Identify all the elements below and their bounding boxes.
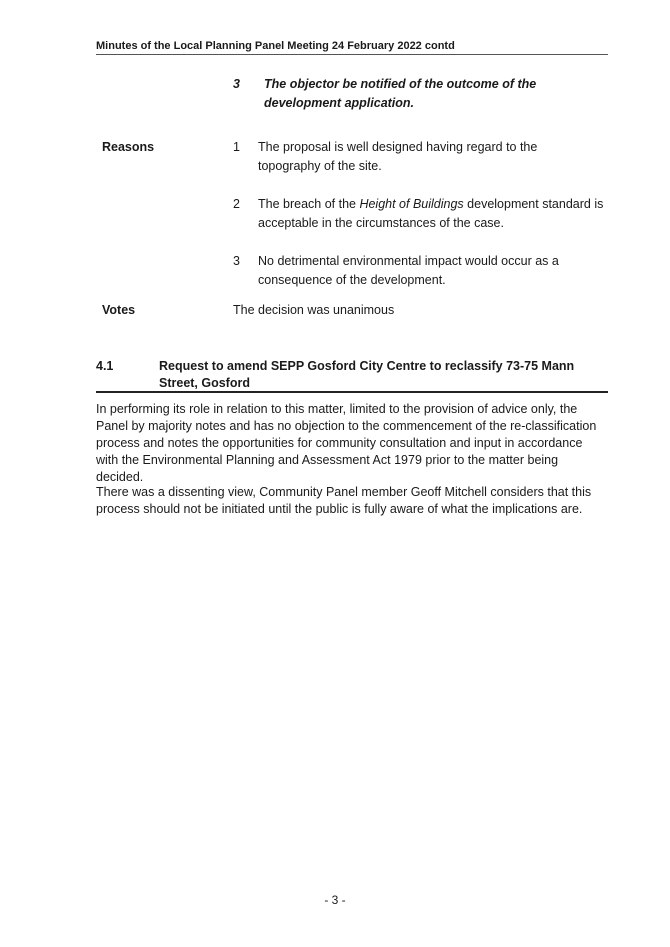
resolution-item-text: The objector be notified of the outcome of the development application. <box>264 77 537 110</box>
reason-text: The proposal is well designed having regard to the topography of the site. <box>258 140 538 173</box>
section-number: 4.1 <box>96 359 114 373</box>
reason-number: 2 <box>233 197 240 211</box>
reason-text-before: The breach of the <box>258 197 360 211</box>
page-header: Minutes of the Local Planning Panel Meeting 24 February 2022 contd <box>96 40 608 55</box>
section-divider <box>96 391 608 393</box>
reason-number: 3 <box>233 254 240 268</box>
body-paragraph: There was a dissenting view, Community Panel member Geoff Mitchell considers that this process should not be initiated until the public is fully aware of what the implications are. <box>96 485 592 516</box>
reason-text: No detrimental environmental impact would occur as a consequence of the development. <box>258 254 559 287</box>
reason-text <box>258 195 608 233</box>
reasons-label: Reasons <box>102 140 155 154</box>
resolution-item-number: 3 <box>233 77 240 91</box>
body-paragraph: In performing its role in relation to this matter, limited to the provision of advice only, the Panel by majority notes and has no objection to the commencement of the re-classification process and notes the opportunities for community consultation and input in accordance with the Environmental Planning and Assessment Act 1979 prior to the matter being decided. <box>96 402 597 484</box>
reason-number: 1 <box>233 140 240 154</box>
section-title: Request to amend SEPP Gosford City Centre to reclassify 73-75 Mann Street, Gosford <box>159 359 575 390</box>
page-number: - 3 - <box>324 893 346 907</box>
reason-text-after: development standard is acceptable in the circumstances of the case. <box>258 197 604 230</box>
votes-label: Votes <box>102 303 136 317</box>
reason-text-italic: Height of Buildings <box>359 197 464 211</box>
votes-text: The decision was unanimous <box>233 303 395 317</box>
